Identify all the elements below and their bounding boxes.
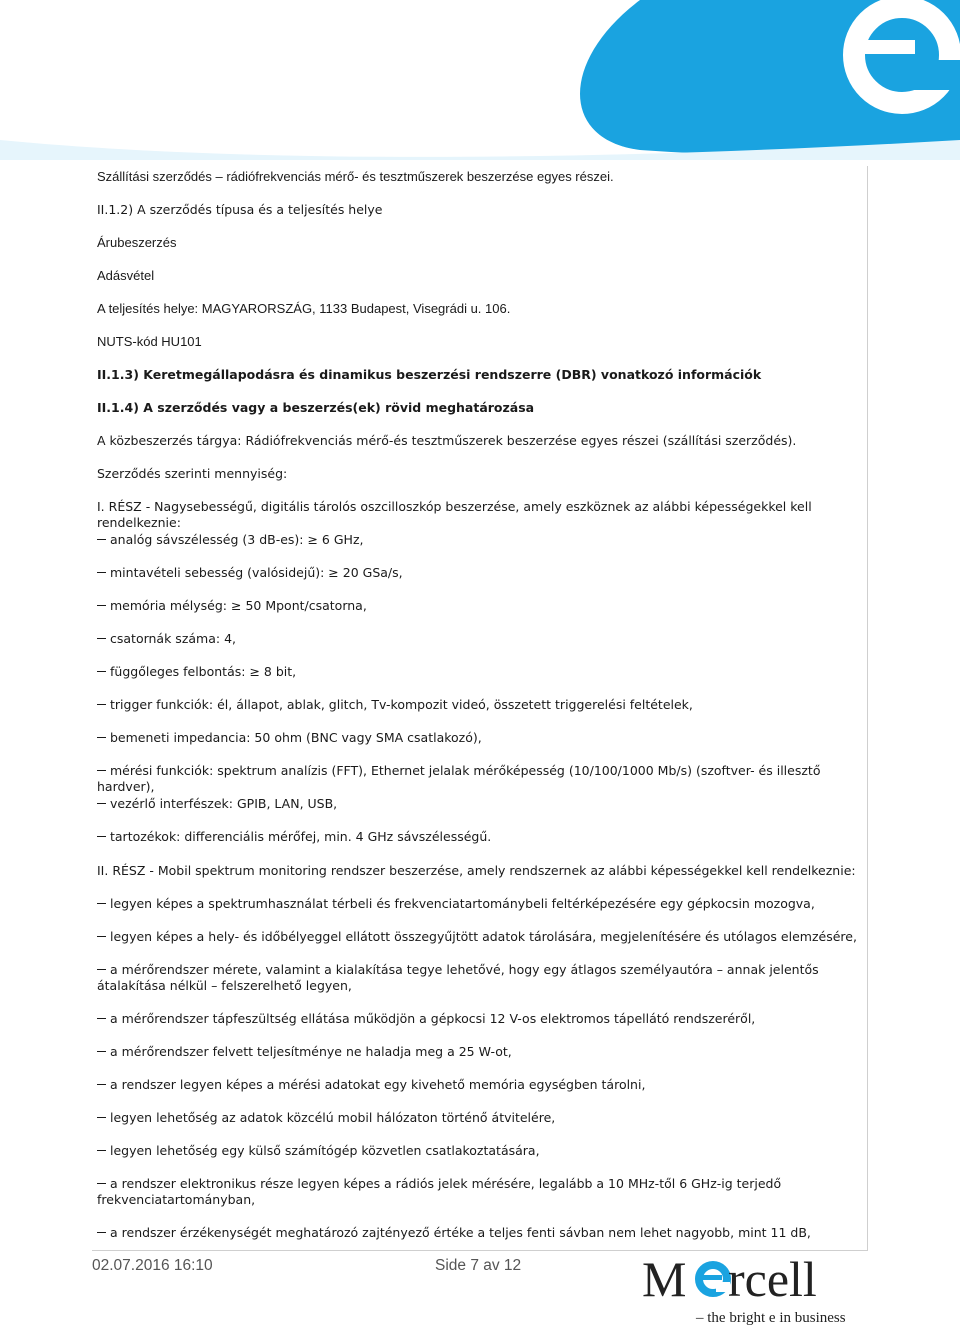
part2-intro: II. RÉSZ - Mobil spektrum monitoring rendszer beszerzése, amely rendszernek az alábbi képességekkel kell rendelkeznie: [97, 863, 856, 878]
bullet-item [97, 1176, 877, 1208]
bullet-text: vezérlő interfészek: GPIB, LAN, USB, [110, 796, 338, 811]
dash-bullet-icon [97, 770, 106, 771]
nuts-text: NUTS-kód HU101 [97, 334, 202, 349]
dash-bullet-icon [97, 1084, 106, 1085]
logo-text-left: M [642, 1252, 687, 1307]
bullet-text: legyen képes a spektrumhasználat térbeli és frekvenciatartománybeli feltérképezésére egy gépkocsin mozogva, [110, 896, 815, 911]
bullet-text: a rendszer legyen képes a mérési adatokat egy kivehető memória egységben tárolni, [110, 1077, 646, 1092]
bullet-item [97, 598, 877, 614]
bullet-text: mérési funkciók: spektrum analízis (FFT), Ethernet jelalak mérőképesség (10/100/1000 Mb/s) (szoftver- és illesztő hardver), [97, 763, 821, 794]
bullet-text: tartozékok: differenciális mérőfej, min. 4 GHz sávszélességű. [110, 829, 492, 844]
dash-bullet-icon [97, 1183, 106, 1184]
marcell-footer-logo [640, 1252, 880, 1327]
frame-bottom-line [92, 1250, 868, 1251]
bullet-text: legyen képes a hely- és időbélyeggel ellátott összegyűjtött adatok tárolására, megjelenítésére és utólagos elemzésére, [110, 929, 857, 944]
bullet-text: a mérőrendszer felvett teljesítménye ne haladja meg a 25 W-ot, [110, 1044, 512, 1059]
dash-bullet-icon [97, 1232, 106, 1233]
dash-bullet-icon [97, 969, 106, 970]
dash-bullet-icon [97, 1051, 106, 1052]
bullet-item [97, 1110, 877, 1126]
bullet-text: legyen lehetőség az adatok közcélú mobil hálózaton történő átvitelére, [110, 1110, 556, 1125]
bullet-item [97, 763, 877, 795]
footer-page-number: Side 7 av 12 [435, 1257, 522, 1274]
dash-bullet-icon [97, 539, 106, 540]
bullet-text: memória mélység: ≥ 50 Mpont/csatorna, [110, 598, 367, 613]
dash-bullet-icon [97, 803, 106, 804]
dash-bullet-icon [97, 737, 106, 738]
dash-bullet-icon [97, 1150, 106, 1151]
bullet-item [97, 796, 877, 812]
dash-bullet-icon [97, 1018, 106, 1019]
header-brand-graphic [0, 0, 960, 160]
bullet-item [97, 565, 877, 581]
logo-e-icon [699, 1265, 730, 1293]
section-title-113: II.1.3) Keretmegállapodásra és dinamikus beszerzési rendszerre (DBR) vonatkozó információk [97, 367, 762, 382]
dash-bullet-icon [97, 836, 106, 837]
bullet-text: analóg sávszélesség (3 dB-es): ≥ 6 GHz, [110, 532, 364, 547]
intro-text: Szállítási szerződés – rádiófrekvenciás mérő- és tesztműszerek beszerzése egyes részei. [97, 169, 614, 184]
dash-bullet-icon [97, 903, 106, 904]
kozbeszerzes-targya-text: A közbeszerzés tárgya: Rádiófrekvenciás mérő-és tesztműszerek beszerzése egyes részei (szállítási szerződés). [97, 433, 797, 448]
logo-text-right: rcell [728, 1252, 817, 1307]
logo-tagline: – the bright e in business [696, 1310, 846, 1326]
bullet-text: a rendszer érzékenységét meghatározó zajtényező értéke a teljes fenti sávban nem lehet nagyobb, mint 11 dB, [110, 1225, 811, 1240]
dash-bullet-icon [97, 671, 106, 672]
dash-bullet-icon [97, 605, 106, 606]
bullet-item [97, 929, 877, 945]
bullet-item [97, 730, 877, 746]
bullet-text: csatornák száma: 4, [110, 631, 236, 646]
bullet-item [97, 896, 877, 912]
bullet-text: függőleges felbontás: ≥ 8 bit, [110, 664, 297, 679]
bullet-text: a mérőrendszer tápfeszültség ellátása működjön a gépkocsi 12 V-os elektromos tápellátó rendszeréről, [110, 1011, 756, 1026]
bullet-item [97, 1044, 877, 1060]
section-title-114: II.1.4) A szerződés vagy a beszerzés(ek) rövid meghatározása [97, 400, 535, 415]
bullet-item [97, 829, 877, 845]
adasvetel-text: Adásvétel [97, 268, 155, 283]
section-title-112: II.1.2) A szerződés típusa és a teljesítés helye [97, 202, 383, 217]
bullet-text: mintavételi sebesség (valósidejű): ≥ 20 GSa/s, [110, 565, 403, 580]
bullet-item [97, 1143, 877, 1159]
mennyiseg-label: Szerződés szerinti mennyiség: [97, 466, 288, 481]
part1-intro: I. RÉSZ - Nagysebességű, digitális tárolós oszcilloszkóp beszerzése, amely eszköznek az alábbi képességekkel kell rendelkeznie: [97, 499, 812, 530]
dash-bullet-icon [97, 1117, 106, 1118]
bullet-text: trigger funkciók: él, állapot, ablak, glitch, Tv-kompozit videó, összetett triggerelési feltételek, [110, 697, 693, 712]
dash-bullet-icon [97, 704, 106, 705]
dash-bullet-icon [97, 638, 106, 639]
bullet-text: a rendszer elektronikus része legyen képes a rádiós jelek mérésére, legalább a 10 MHz-től 6 GHz-ig terjedő frekvenciatartományban, [97, 1176, 782, 1207]
bullet-item [97, 1225, 877, 1241]
bullet-item [97, 962, 877, 994]
teljesites-helye-text: A teljesítés helye: MAGYARORSZÁG, 1133 Budapest, Visegrádi u. 106. [97, 301, 511, 316]
bullet-item [97, 697, 877, 713]
dash-bullet-icon [97, 936, 106, 937]
bullet-item [97, 1077, 877, 1093]
dash-bullet-icon [97, 572, 106, 573]
arubeszerzes-text: Árubeszerzés [97, 235, 177, 250]
bullet-text: bemeneti impedancia: 50 ohm (BNC vagy SMA csatlakozó), [110, 730, 482, 745]
bullet-item [97, 532, 877, 548]
footer-date: 02.07.2016 16:10 [92, 1257, 213, 1274]
bullet-item [97, 1011, 877, 1027]
bullet-text: legyen lehetőség egy külső számítógép közvetlen csatlakoztatására, [110, 1143, 540, 1158]
header-blue-shape [580, 0, 960, 157]
bullet-item [97, 631, 877, 647]
bullet-text: a mérőrendszer mérete, valamint a kialakítása tegye lehetővé, hogy egy átlagos személyautóra – annak jelentős átalakítása nélkül – felszerelhető legyen, [97, 962, 819, 993]
bullet-item [97, 664, 877, 680]
